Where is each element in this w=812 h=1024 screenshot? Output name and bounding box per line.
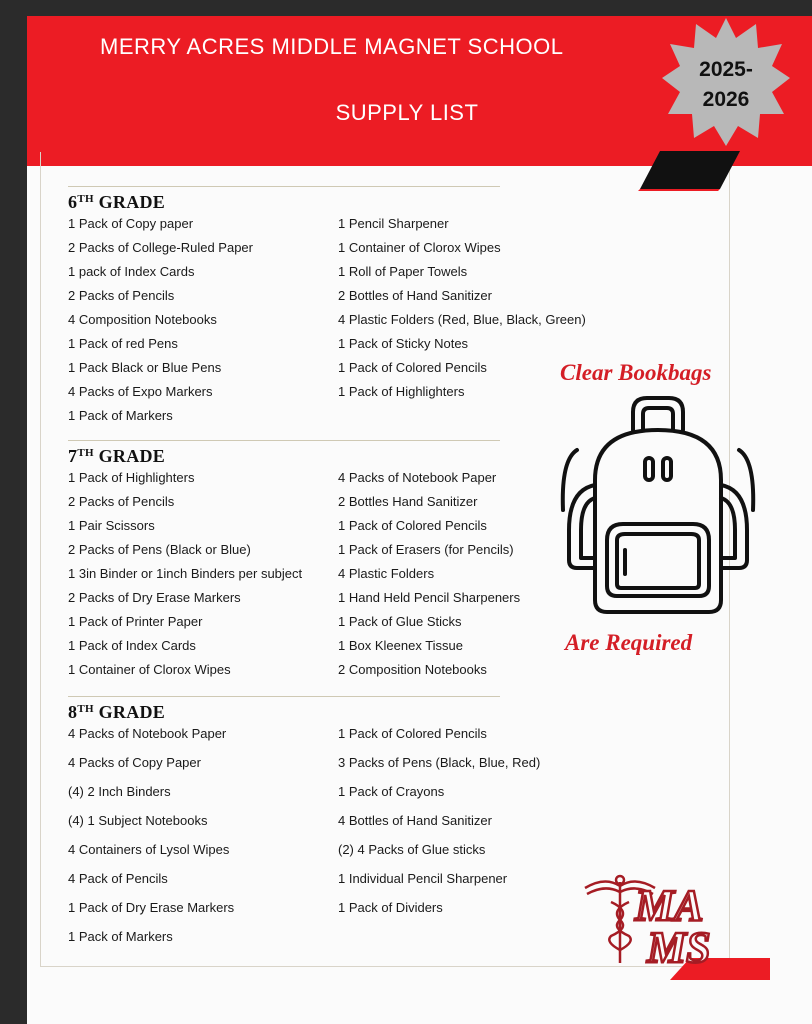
school-name: MERRY ACRES MIDDLE MAGNET SCHOOL <box>100 34 564 59</box>
year-badge <box>660 16 792 148</box>
list-item: 3 Packs of Pens (Black, Blue, Red) <box>338 755 541 770</box>
list-item: 2 Packs of Pencils <box>68 494 175 509</box>
caduceus-logo-icon <box>575 868 735 968</box>
list-item: 4 Packs of Notebook Paper <box>68 726 227 741</box>
grade-word: GRADE <box>93 192 166 212</box>
section-heading <box>68 192 165 213</box>
list-item: 1 Pack of Erasers (for Pencils) <box>338 542 514 557</box>
list-item: 1 Pack of Colored Pencils <box>338 518 487 533</box>
list-item: 1 Pack of Glue Sticks <box>338 614 462 629</box>
list-item: 4 Containers of Lysol Wipes <box>68 842 230 857</box>
grade-word: GRADE <box>93 446 166 466</box>
school-logo <box>575 868 735 968</box>
seventh-grade-section <box>68 440 568 680</box>
are-required-text: Are Required <box>565 630 693 655</box>
backpack-icon <box>555 390 760 625</box>
clear-bookbag-notice <box>555 350 785 670</box>
list-item: 4 Pack of Pencils <box>68 871 168 886</box>
eighth-grade-section <box>68 696 568 946</box>
list-item: 4 Packs of Notebook Paper <box>338 470 497 485</box>
list-item: 2 Packs of Dry Erase Markers <box>68 590 241 605</box>
supply-list-title: SUPPLY LIST <box>335 100 479 125</box>
list-item: 4 Packs of Expo Markers <box>68 384 213 399</box>
list-item: 4 Plastic Folders (Red, Blue, Black, Green) <box>338 312 586 327</box>
grade-suffix: TH <box>77 703 94 715</box>
list-item: 4 Bottles of Hand Sanitizer <box>338 813 492 828</box>
list-item: 1 Pencil Sharpener <box>338 216 449 231</box>
list-item: 1 Roll of Paper Towels <box>338 264 468 279</box>
grade-word: GRADE <box>93 702 166 722</box>
grade-number: 8 <box>68 702 78 722</box>
grade-number: 7 <box>68 446 78 466</box>
sixth-grade-section <box>68 186 586 426</box>
list-item: 1 Pack of red Pens <box>68 336 178 351</box>
list-item: 2 Packs of College-Ruled Paper <box>68 240 253 255</box>
list-item: (4) 2 Inch Binders <box>68 784 171 799</box>
list-item: 2 Composition Notebooks <box>338 662 487 677</box>
list-item: 1 Pack of Printer Paper <box>68 614 203 629</box>
list-item: 1 pack of Index Cards <box>68 264 195 279</box>
section-divider <box>68 440 500 441</box>
grade-suffix: TH <box>77 447 94 459</box>
list-item: 1 Pack Black or Blue Pens <box>68 360 222 375</box>
clear-bookbags-text: Clear Bookbags <box>560 360 712 385</box>
section-heading <box>68 446 165 467</box>
list-item: 1 Pack of Colored Pencils <box>338 726 487 741</box>
grade-suffix: TH <box>77 193 94 205</box>
section-heading <box>68 702 165 723</box>
list-item: 2 Packs of Pens (Black or Blue) <box>68 542 251 557</box>
black-slash-decoration <box>620 151 740 191</box>
list-item: 1 Pack of Colored Pencils <box>338 360 487 375</box>
year-badge-line2: 2026 <box>702 88 750 111</box>
section-divider <box>68 186 500 187</box>
list-item: 4 Composition Notebooks <box>68 312 217 327</box>
list-item: 4 Packs of Copy Paper <box>68 755 201 770</box>
list-item: 2 Bottles of Hand Sanitizer <box>338 288 492 303</box>
logo-letters-ma: MA <box>635 881 704 930</box>
list-item: 1 Hand Held Pencil Sharpeners <box>338 590 521 605</box>
list-item: 1 Box Kleenex Tissue <box>338 638 464 653</box>
list-item: 1 Individual Pencil Sharpener <box>338 871 508 886</box>
list-item: 1 Pack of Index Cards <box>68 638 196 653</box>
year-badge-line1: 2025- <box>699 58 753 81</box>
list-item: 1 Pack of Sticky Notes <box>338 336 469 351</box>
list-item: 1 Pack of Markers <box>68 929 173 944</box>
list-item: 1 Container of Clorox Wipes <box>68 662 231 677</box>
logo-letters-ms: MS <box>647 923 711 968</box>
list-item: 1 Pack of Crayons <box>338 784 445 799</box>
list-item: 1 Pack of Copy paper <box>68 216 194 231</box>
list-item: 1 Pair Scissors <box>68 518 155 533</box>
list-item: 1 Pack of Highlighters <box>68 470 195 485</box>
list-item: (4) 1 Subject Notebooks <box>68 813 208 828</box>
list-item: 1 Pack of Dry Erase Markers <box>68 900 235 915</box>
grade-number: 6 <box>68 192 78 212</box>
list-item: 1 Pack of Highlighters <box>338 384 465 399</box>
starburst-badge-icon <box>660 16 792 148</box>
list-item: 2 Packs of Pencils <box>68 288 175 303</box>
section-divider <box>68 696 500 697</box>
list-item: 4 Plastic Folders <box>338 566 435 581</box>
list-item: 1 Pack of Markers <box>68 408 173 423</box>
list-item: 1 Container of Clorox Wipes <box>338 240 501 255</box>
list-item: 1 3in Binder or 1inch Binders per subject <box>68 566 303 581</box>
list-item: (2) 4 Packs of Glue sticks <box>338 842 486 857</box>
list-item: 1 Pack of Dividers <box>338 900 443 915</box>
list-item: 2 Bottles Hand Sanitizer <box>338 494 478 509</box>
